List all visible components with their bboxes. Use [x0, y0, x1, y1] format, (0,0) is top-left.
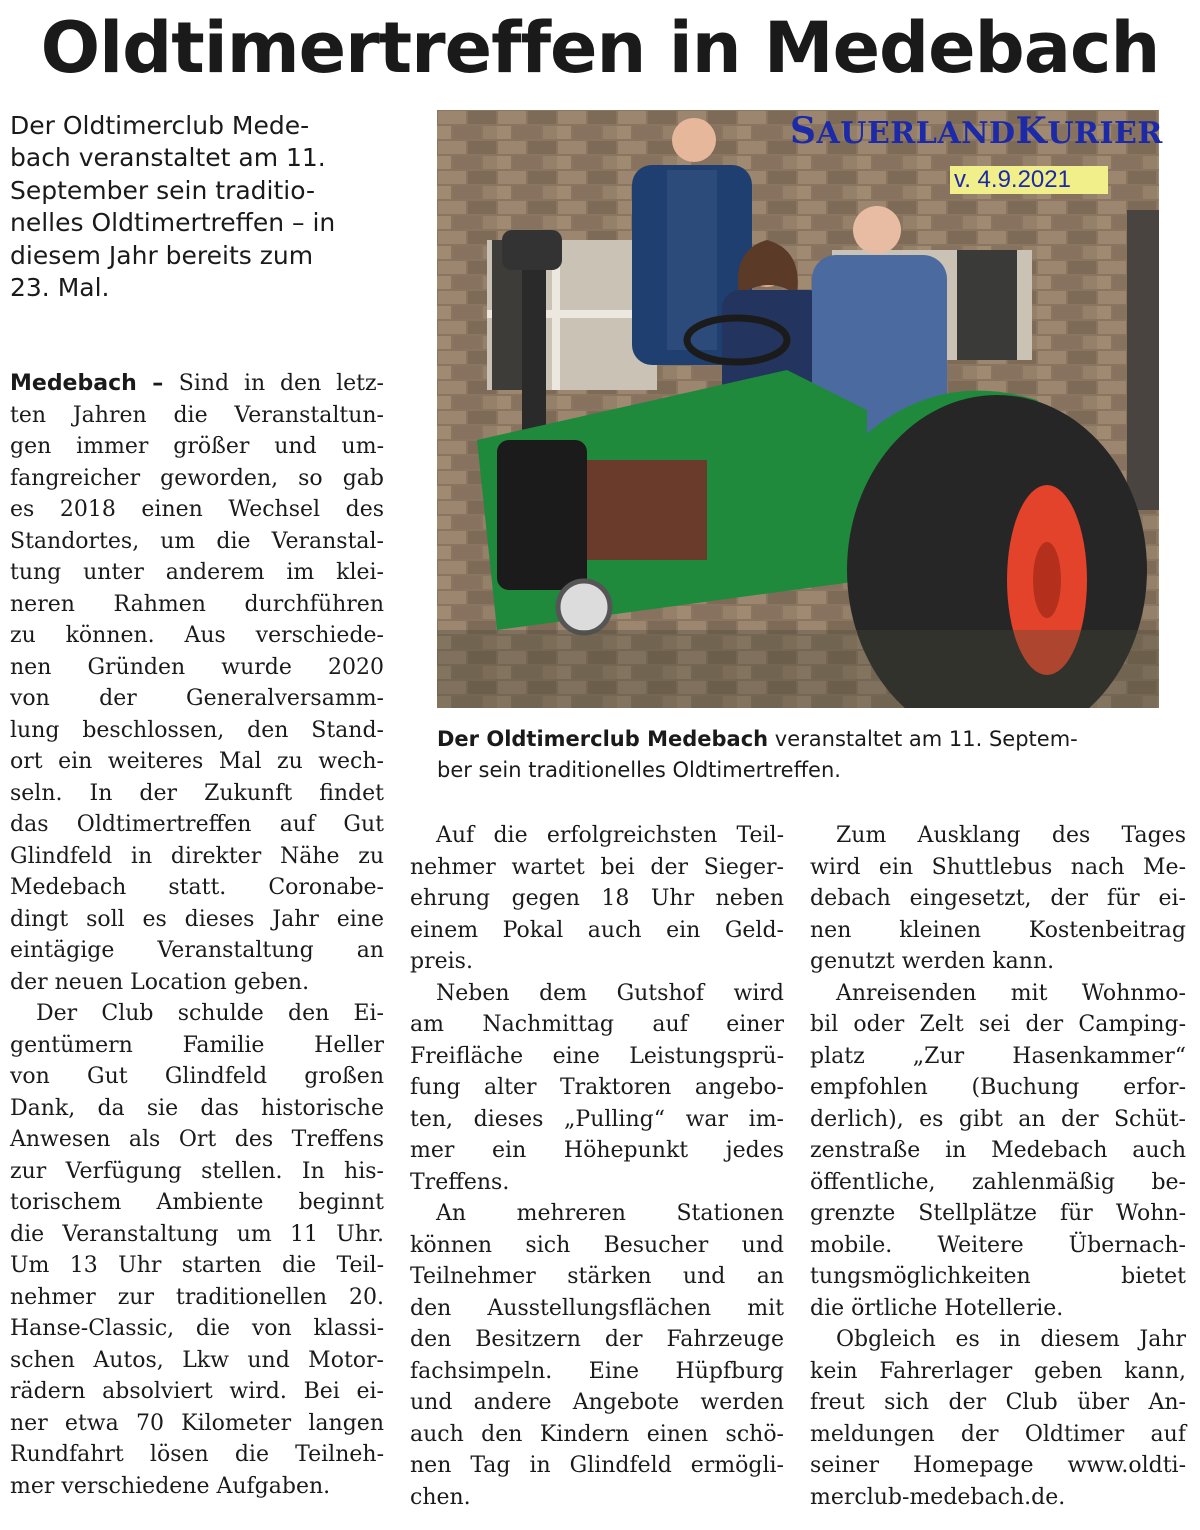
- issue-date: v. 4.9.2021: [950, 166, 1108, 194]
- article-line: An mehreren Stationen: [436, 1201, 784, 1226]
- article-line: preis.: [410, 949, 473, 974]
- article-line: Treffens.: [410, 1169, 510, 1195]
- tractor-photo-illustration: [437, 110, 1159, 708]
- article-line: fachsimpeln. Eine Hüpfburg: [410, 1358, 784, 1384]
- article-line: Freifläche eine Leistungsprü-: [410, 1043, 784, 1069]
- article-line: öffentliche, zahlenmäßig be-: [810, 1169, 1186, 1195]
- caption-line1: veranstaltet am 11. Septem-: [768, 727, 1078, 751]
- article-paragraph: [410, 820, 784, 978]
- caption-line2: ber sein traditionelles Oldtimertreffen.: [437, 758, 841, 782]
- lead-line: nelles Oldtimertreffen – in: [10, 208, 336, 238]
- article-line: tungsmöglichkeiten bietet: [810, 1264, 1186, 1289]
- article-line: können sich Besucher und: [410, 1232, 784, 1258]
- article-line: von Gut Glindfeld großen: [10, 1064, 384, 1089]
- article-line: neren Rahmen durchführen: [10, 591, 384, 617]
- article-line: Neben dem Gutshof wird: [436, 980, 784, 1006]
- article-line: fung alter Traktoren angebo-: [410, 1075, 784, 1100]
- article-line: Dank, da sie das historische: [10, 1095, 384, 1121]
- article-line: mer ein Höhepunkt jedes: [410, 1138, 784, 1163]
- article-paragraph: [810, 978, 1186, 1325]
- article-line: [10, 368, 384, 400]
- article-line: torischem Ambiente beginnt: [10, 1190, 384, 1215]
- article-line: Anreisenden mit Wohnmo-: [836, 980, 1186, 1006]
- article-line-text: Sind in den letz-: [178, 371, 384, 396]
- article-line: wird ein Shuttlebus nach Me-: [810, 854, 1186, 880]
- newspaper-logo: [790, 110, 1163, 152]
- article-line: meldungen der Oldtimer auf: [810, 1421, 1186, 1447]
- article-line: ort ein weiteres Mal zu wech-: [10, 749, 384, 774]
- article-line: den Ausstellungsflächen mit: [410, 1295, 784, 1321]
- article-line: eintägige Veranstaltung an: [10, 938, 384, 963]
- article-line: mobile. Weitere Übernach-: [810, 1232, 1186, 1258]
- article-line: grenzte Stellplätze für Wohn-: [810, 1201, 1186, 1226]
- article-line: seln. In der Zukunft findet: [10, 780, 384, 806]
- article-line: platz „Zur Hasenkammer“: [810, 1043, 1186, 1069]
- headline: Oldtimertreffen in Medebach: [40, 7, 1160, 89]
- article-line: zenstraße in Medebach auch: [810, 1138, 1186, 1163]
- article-line: am Nachmittag auf einer: [410, 1012, 784, 1037]
- article-line: nen Tag in Glindfeld ermögli-: [410, 1453, 784, 1478]
- lead-line: 23. Mal.: [10, 273, 110, 303]
- article-line: nen kleinen Kostenbeitrag: [810, 917, 1186, 943]
- article-paragraph: [810, 1324, 1186, 1513]
- lead-line: Der Oldtimerclub Mede-: [10, 111, 310, 140]
- article-paragraph: [410, 1198, 784, 1513]
- article-line: seiner Homepage www.oldti-: [810, 1453, 1186, 1478]
- article-line: Teilnehmer stärken und an: [410, 1264, 784, 1289]
- lead-line: September sein traditio-: [10, 175, 316, 205]
- article-line: ehrung gegen 18 Uhr neben: [410, 886, 784, 911]
- article-line: Um 13 Uhr starten die Teil-: [10, 1253, 384, 1278]
- article-line: die Veranstaltung um 11 Uhr.: [10, 1221, 384, 1247]
- article-line: Anwesen als Ort des Treffens: [10, 1127, 384, 1152]
- article-line: kein Fahrerlager geben kann,: [810, 1358, 1186, 1384]
- caption-bold: Der Oldtimerclub Medebach: [437, 727, 769, 751]
- dateline: Medebach –: [10, 371, 179, 396]
- article-line: die örtliche Hotellerie.: [810, 1295, 1064, 1321]
- lead-line: bach veranstaltet am 11.: [10, 143, 326, 173]
- article-line: zu können. Aus verschiede-: [10, 623, 384, 648]
- article-line: Der Club schulde den Ei-: [36, 1001, 384, 1026]
- logo-urier: URIER: [1047, 116, 1163, 151]
- article-line: der neuen Location geben.: [10, 969, 310, 995]
- tractor-photo: [437, 110, 1159, 708]
- article-line: rädern absolviert wird. Bei ei-: [10, 1379, 384, 1404]
- article-line: ner etwa 70 Kilometer langen: [10, 1410, 384, 1436]
- article-line: Hanse-Classic, die von klassi-: [10, 1316, 384, 1341]
- article-line: derlich), es gibt an der Schüt-: [810, 1106, 1186, 1132]
- article-line: nehmer wartet bei der Sieger-: [410, 854, 784, 880]
- article-line: empfohlen (Buchung erfor-: [810, 1075, 1186, 1100]
- article-line: lung beschlossen, den Stand-: [10, 717, 384, 743]
- article-line: nen Gründen wurde 2020: [10, 654, 384, 680]
- article-paragraph: [10, 998, 384, 1502]
- article-line: das Oldtimertreffen auf Gut: [10, 812, 384, 837]
- article-column-3: [810, 820, 1186, 1513]
- article-paragraph: [10, 368, 384, 998]
- logo-initial-k: K: [1015, 110, 1048, 152]
- article-line: gen immer größer und um-: [10, 434, 384, 459]
- article-line: Glindfeld in direkter Nähe zu: [10, 843, 384, 869]
- article-line: gentümern Familie Heller: [10, 1032, 384, 1058]
- article-column-2: [410, 820, 784, 1513]
- article-line: ten, dieses „Pulling“ war im-: [410, 1106, 784, 1132]
- article-line: mer verschiedene Aufgaben.: [10, 1473, 331, 1499]
- lead-line: diesem Jahr bereits zum: [10, 240, 314, 270]
- article-paragraph: [810, 820, 1186, 978]
- article-line: merclub-medebach.de.: [810, 1484, 1066, 1510]
- article-line: genutzt werden kann.: [810, 949, 1055, 974]
- lead-paragraph: [10, 110, 400, 304]
- logo-initial-s: S: [790, 110, 817, 152]
- article-line: schen Autos, Lkw und Motor-: [10, 1347, 384, 1373]
- article-line: es 2018 einen Wechsel des: [10, 497, 384, 522]
- article-line: Rundfahrt lösen die Teilneh-: [10, 1442, 384, 1467]
- photo-caption: [437, 724, 1177, 786]
- article-paragraph: [410, 978, 784, 1199]
- article-line: dingt soll es dieses Jahr eine: [10, 906, 384, 932]
- article-line: Medebach statt. Coronabe-: [10, 875, 384, 900]
- article-line: freut sich der Club über An-: [810, 1390, 1186, 1415]
- article-line: debach eingesetzt, der für ei-: [810, 886, 1186, 911]
- article-line: chen.: [410, 1484, 471, 1510]
- article-line: von der Generalversamm-: [10, 686, 384, 711]
- article-line: auch den Kindern einen schö-: [410, 1421, 784, 1447]
- article-line: Standortes, um die Veranstal-: [10, 528, 384, 554]
- article-column-1: [10, 368, 384, 1502]
- article-line: zur Verfügung stellen. In his-: [10, 1158, 384, 1184]
- article-line: den Besitzern der Fahrzeuge: [410, 1327, 784, 1352]
- article-line: einem Pokal auch ein Geld-: [410, 917, 784, 943]
- logo-auerland: AUERLAND: [816, 116, 1016, 151]
- article-line: ten Jahren die Veranstaltun-: [10, 402, 384, 428]
- article-line: fangreicher geworden, so gab: [10, 465, 384, 491]
- article-line: und andere Angebote werden: [410, 1390, 784, 1415]
- article-line: tung unter anderem im klei-: [10, 560, 384, 585]
- article-line: Obgleich es in diesem Jahr: [836, 1327, 1186, 1352]
- article-line: nehmer zur traditionellen 20.: [10, 1284, 384, 1310]
- article-line: Auf die erfolgreichsten Teil-: [436, 823, 784, 848]
- article-line: bil oder Zelt sei der Camping-: [810, 1012, 1186, 1037]
- article-line: Zum Ausklang des Tages: [836, 823, 1186, 848]
